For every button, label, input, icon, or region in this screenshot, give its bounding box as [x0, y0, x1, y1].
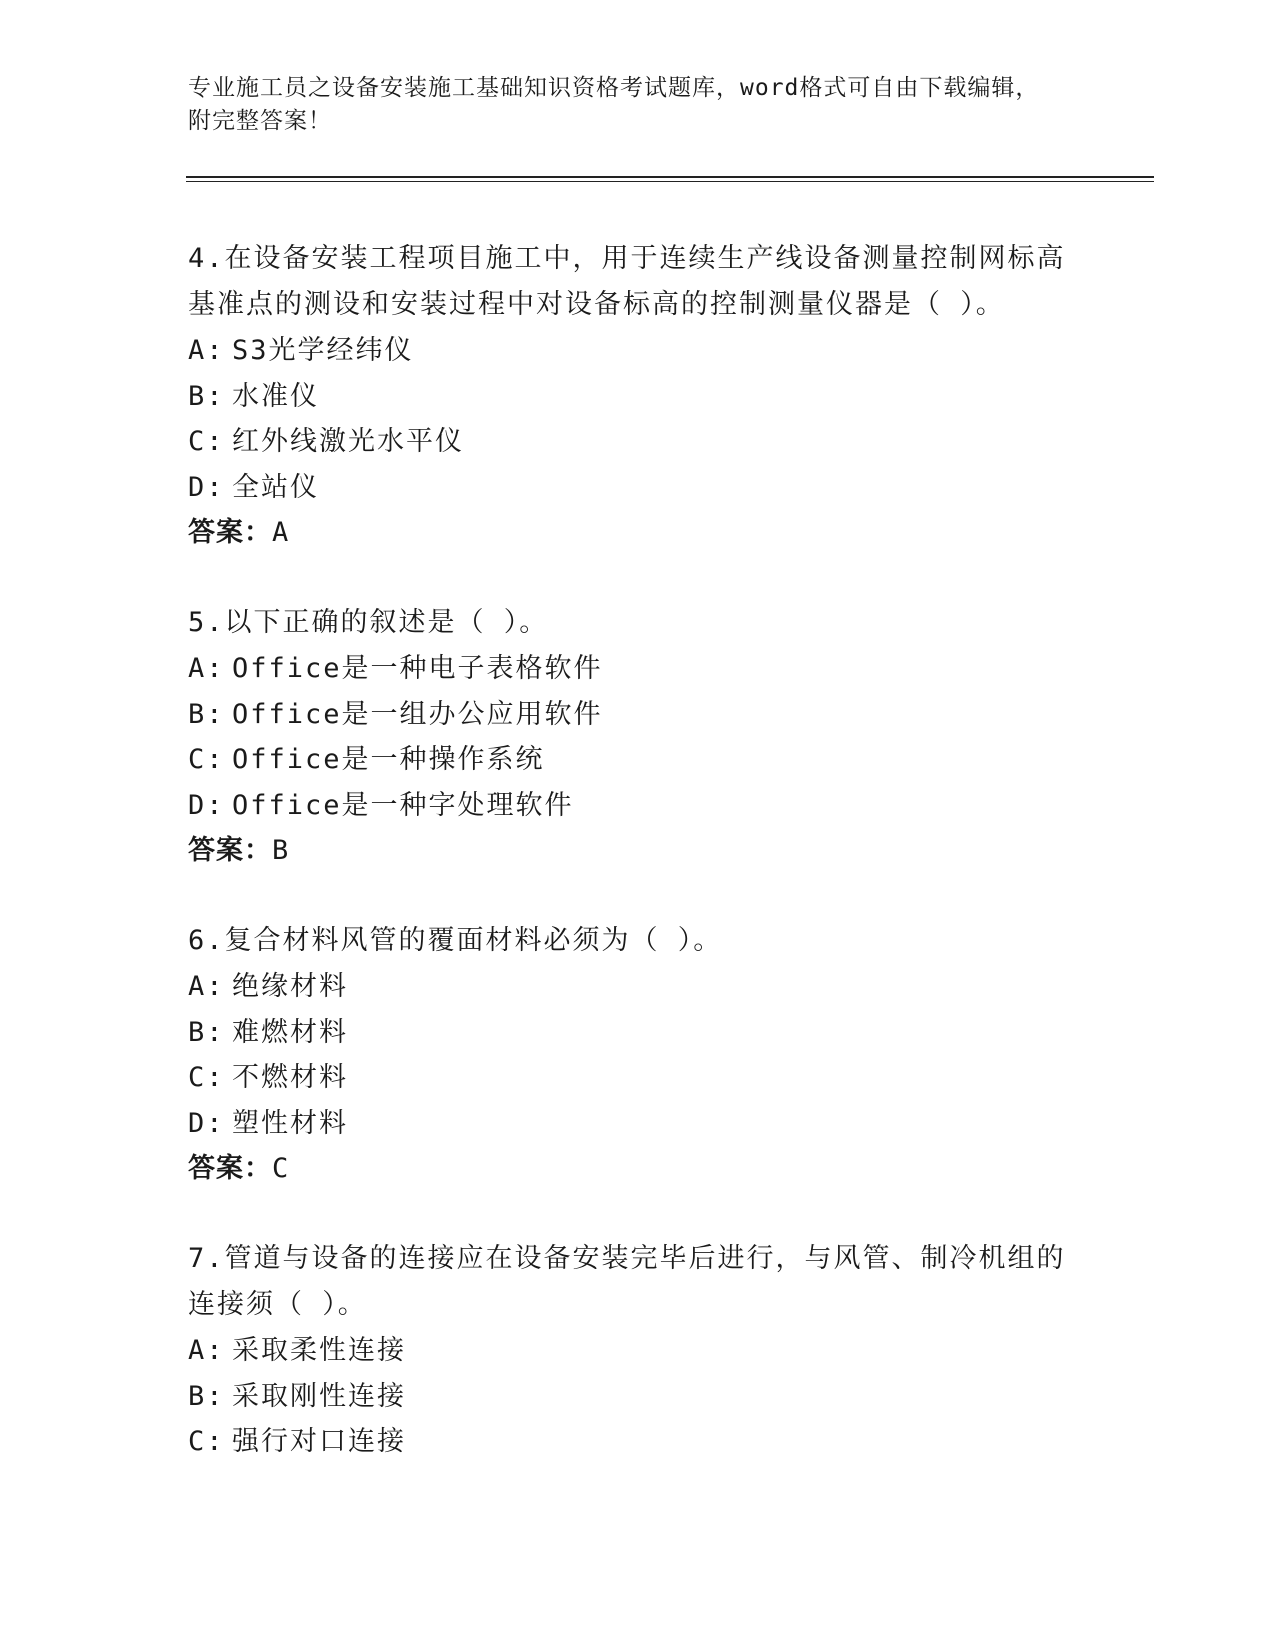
option-b — [188, 1010, 1088, 1056]
option-b — [188, 692, 1088, 738]
option-a — [188, 964, 1088, 1010]
question-stem: 6.复合材料风管的覆面材料必须为（ ）。 — [188, 925, 723, 956]
question-stem: 7.管道与设备的连接应在设备安装完毕后进行，与风管、制冷机组的连接须（ ）。 — [188, 1243, 1066, 1320]
option-c — [188, 1419, 1088, 1465]
option-text: 全站仪 — [232, 471, 319, 503]
option-text: 难燃材料 — [232, 1016, 348, 1048]
answer-line — [188, 1146, 1088, 1192]
option-a — [188, 1328, 1088, 1374]
answer-value: C — [272, 1153, 290, 1184]
option-a — [188, 328, 1088, 374]
option-d — [188, 1101, 1088, 1147]
answer-value: B — [272, 835, 290, 866]
option-key: C: — [188, 1062, 225, 1093]
option-key: B: — [188, 380, 225, 412]
option-c — [188, 419, 1088, 465]
page-header — [188, 72, 1068, 138]
option-text: 不燃材料 — [232, 1062, 348, 1093]
option-key: A: — [188, 971, 225, 1002]
option-key: A: — [188, 653, 225, 684]
option-text: 强行对口连接 — [232, 1426, 406, 1457]
question-7 — [188, 1236, 1088, 1465]
option-d — [188, 783, 1088, 829]
option-a — [188, 646, 1088, 692]
option-text: Office是一种字处理软件 — [232, 789, 574, 821]
option-text: 绝缘材料 — [232, 971, 348, 1002]
option-text: Office是一种操作系统 — [232, 744, 545, 775]
option-key: B: — [188, 698, 225, 730]
question-stem: 5.以下正确的叙述是（ ）。 — [188, 607, 549, 638]
answer-value: A — [272, 517, 290, 548]
option-text: 采取刚性连接 — [232, 1380, 406, 1412]
option-b — [188, 374, 1088, 420]
question-6 — [188, 918, 1088, 1192]
answer-line — [188, 510, 1088, 556]
answer-label: 答案： — [188, 835, 272, 866]
question-5 — [188, 600, 1088, 874]
option-key: C: — [188, 1426, 225, 1457]
question-stem: 4.在设备安装工程项目施工中，用于连续生产线设备测量控制网标高基准点的测设和安装过程中对设备标高的控制测量仪器是（ ）。 — [188, 243, 1066, 320]
header-divider — [186, 176, 1154, 182]
option-c — [188, 737, 1088, 783]
option-key: B: — [188, 1016, 225, 1048]
option-key: A: — [188, 1335, 225, 1366]
option-text: 红外线激光水平仪 — [232, 426, 464, 457]
option-b — [188, 1374, 1088, 1420]
option-text: S3光学经纬仪 — [232, 335, 414, 366]
option-text: Office是一组办公应用软件 — [232, 698, 603, 730]
answer-line — [188, 828, 1088, 874]
option-key: C: — [188, 426, 225, 457]
option-text: 水准仪 — [232, 380, 319, 412]
option-key: C: — [188, 744, 225, 775]
question-4 — [188, 236, 1088, 556]
option-text: 塑性材料 — [232, 1107, 348, 1139]
header-line-1: 专业施工员之设备安装施工基础知识资格考试题库，word格式可自由下载编辑， — [188, 75, 1040, 101]
option-key: D: — [188, 1107, 225, 1139]
question-list — [188, 236, 1088, 1509]
option-c — [188, 1055, 1088, 1101]
answer-label: 答案： — [188, 1153, 272, 1184]
header-line-2: 附完整答案！ — [188, 108, 332, 134]
option-d — [188, 465, 1088, 511]
option-key: D: — [188, 789, 225, 821]
option-text: Office是一种电子表格软件 — [232, 653, 603, 684]
answer-label: 答案： — [188, 517, 272, 548]
option-text: 采取柔性连接 — [232, 1335, 406, 1366]
option-key: A: — [188, 335, 225, 366]
option-key: B: — [188, 1380, 225, 1412]
option-key: D: — [188, 471, 225, 503]
